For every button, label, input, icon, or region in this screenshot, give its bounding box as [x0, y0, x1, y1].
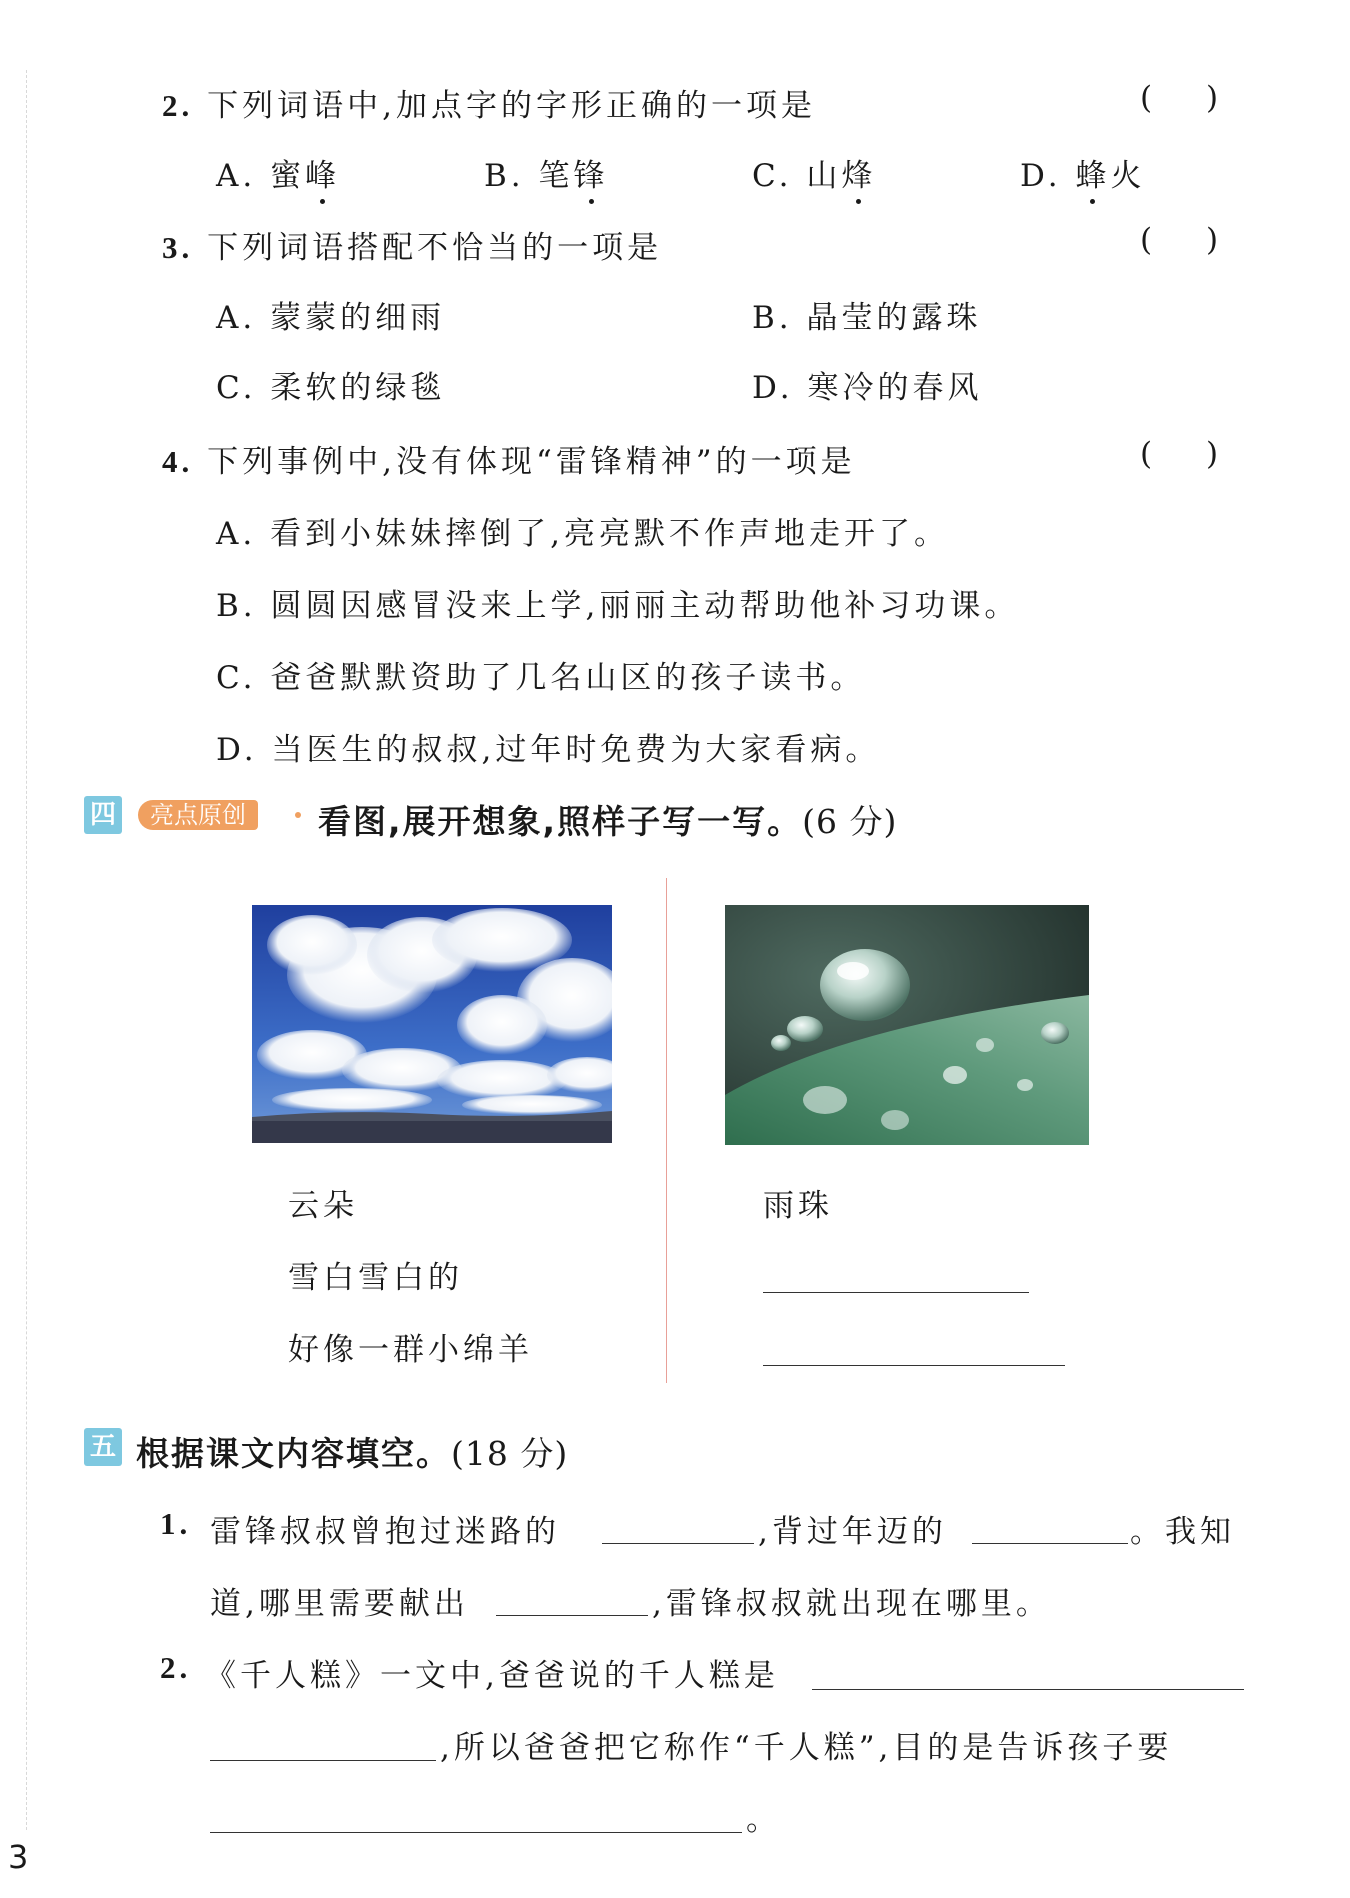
option-letter: C.: [752, 158, 793, 194]
s5-q1-blank-3[interactable]: [496, 1615, 648, 1616]
s5-q1-number: [160, 1506, 191, 1542]
q2-stem: [162, 80, 816, 125]
option-text: 柔软的绿毯: [270, 370, 446, 406]
option-letter: D.: [1020, 158, 1062, 194]
s5-q1-part1: 雷锋叔叔曾抱过迷路的: [210, 1514, 560, 1550]
section-4-score: (6 分): [802, 802, 898, 841]
q2-text: 下列词语中,加点字的字形正确的一项是: [207, 88, 816, 124]
option-char: 火: [1110, 158, 1146, 194]
s5-q2-blank-2[interactable]: [210, 1760, 436, 1761]
question-number: 2.: [160, 1650, 192, 1685]
option-letter: A.: [216, 158, 257, 194]
option-char: 笔: [538, 158, 574, 194]
option-letter: B.: [216, 588, 257, 624]
raindrop-answer-line-1[interactable]: [763, 1292, 1029, 1293]
q2-number: 2.: [162, 88, 194, 123]
section-4-heading: [318, 796, 897, 843]
option-letter: C.: [216, 660, 257, 696]
q3-text: 下列词语搭配不恰当的一项是: [207, 230, 663, 266]
dotted-char: 锋: [574, 150, 609, 195]
q4-option-b[interactable]: [216, 580, 1019, 625]
s5-q2-part2: ,所以爸爸把它称作“千人糕”,目的是告诉孩子要: [440, 1730, 1173, 1766]
option-letter: B.: [752, 300, 793, 336]
section-5-badge: 五: [84, 1428, 122, 1466]
s5-q2-blank-1[interactable]: [812, 1689, 1244, 1690]
section-5-score: (18 分): [451, 1434, 569, 1473]
s5-q1-part2: ,背过年迈的: [758, 1514, 947, 1550]
q4-option-d[interactable]: [216, 724, 880, 769]
q4-option-a[interactable]: [216, 508, 949, 553]
option-letter: A.: [216, 300, 257, 336]
section-4-title: 看图,展开想象,照样子写一写。: [318, 802, 803, 841]
s5-q2-number: [160, 1650, 191, 1686]
s5-q1-blank-1[interactable]: [602, 1543, 754, 1544]
leaf-raindrop-image: [725, 905, 1089, 1145]
question-number: 1.: [160, 1506, 192, 1541]
q4-text: 下列事例中,没有体现“雷锋精神”的一项是: [207, 444, 856, 480]
section-5-heading: [136, 1428, 568, 1475]
q3-number: 3.: [162, 230, 194, 265]
raindrop-line-1: 雨珠: [763, 1188, 833, 1224]
section-4-divider: [666, 878, 667, 1383]
dotted-char: 蜂: [1075, 150, 1110, 195]
section-4-tag: 亮点原创: [138, 800, 258, 830]
q3-option-d[interactable]: [752, 362, 982, 407]
s5-q2-part1: 《千人糕》一文中,爸爸说的千人糕是: [205, 1658, 779, 1694]
s5-q1-blank-2[interactable]: [972, 1543, 1128, 1544]
option-letter: B.: [484, 158, 525, 194]
page-number: 3: [8, 1838, 29, 1876]
example-line-1: 云朵: [288, 1188, 358, 1224]
option-letter: D.: [216, 732, 258, 768]
q3-answer-paren[interactable]: ( ): [1140, 222, 1219, 258]
tag-dot: [295, 812, 301, 818]
s5-q2-blank-3[interactable]: [210, 1832, 742, 1833]
option-text: 当医生的叔叔,过年时免费为大家看病。: [271, 732, 881, 768]
s5-q1-part3: 。我知: [1130, 1514, 1235, 1550]
q2-option-a[interactable]: [216, 150, 340, 195]
option-char: 蜜: [270, 158, 306, 194]
option-text: 寒冷的春风: [807, 370, 983, 406]
q3-stem: [162, 222, 662, 267]
sky-clouds-image: [252, 905, 612, 1143]
option-text: 晶莹的露珠: [806, 300, 982, 336]
section-5-title: 根据课文内容填空。: [136, 1434, 451, 1473]
q4-stem: [162, 436, 856, 481]
q4-option-c[interactable]: [216, 652, 865, 697]
q2-option-b[interactable]: [484, 150, 609, 195]
q2-answer-paren[interactable]: ( ): [1140, 80, 1219, 116]
raindrop-answer-line-2[interactable]: [763, 1365, 1065, 1366]
option-text: 爸爸默默资助了几名山区的孩子读书。: [270, 660, 866, 696]
option-text: 看到小妹妹摔倒了,亮亮默不作声地走开了。: [270, 516, 949, 552]
s5-q1-part4: 道,哪里需要献出: [210, 1586, 469, 1622]
margin-line: [26, 70, 27, 1830]
option-letter: D.: [752, 370, 794, 406]
option-char: 山: [806, 158, 842, 194]
option-text: 蒙蒙的细雨: [270, 300, 446, 336]
example-line-3: 好像一群小绵羊: [288, 1332, 533, 1368]
q3-option-b[interactable]: [752, 292, 982, 337]
option-text: 圆圆因感冒没来上学,丽丽主动帮助他补习功课。: [270, 588, 1020, 624]
q2-option-c[interactable]: [752, 150, 876, 195]
option-letter: C.: [216, 370, 257, 406]
s5-q2-part3: 。: [746, 1802, 781, 1838]
dotted-char: 峰: [305, 150, 340, 195]
q4-answer-paren[interactable]: ( ): [1140, 436, 1219, 472]
s5-q1-part5: ,雷锋叔叔就出现在哪里。: [652, 1586, 1051, 1622]
dotted-char: 烽: [841, 150, 876, 195]
option-letter: A.: [216, 516, 257, 552]
q4-number: 4.: [162, 444, 194, 479]
q3-option-a[interactable]: [216, 292, 445, 337]
section-4-badge: 四: [84, 796, 122, 834]
example-line-2: 雪白雪白的: [288, 1260, 463, 1296]
q2-option-d[interactable]: [1020, 150, 1145, 195]
q3-option-c[interactable]: [216, 362, 445, 407]
